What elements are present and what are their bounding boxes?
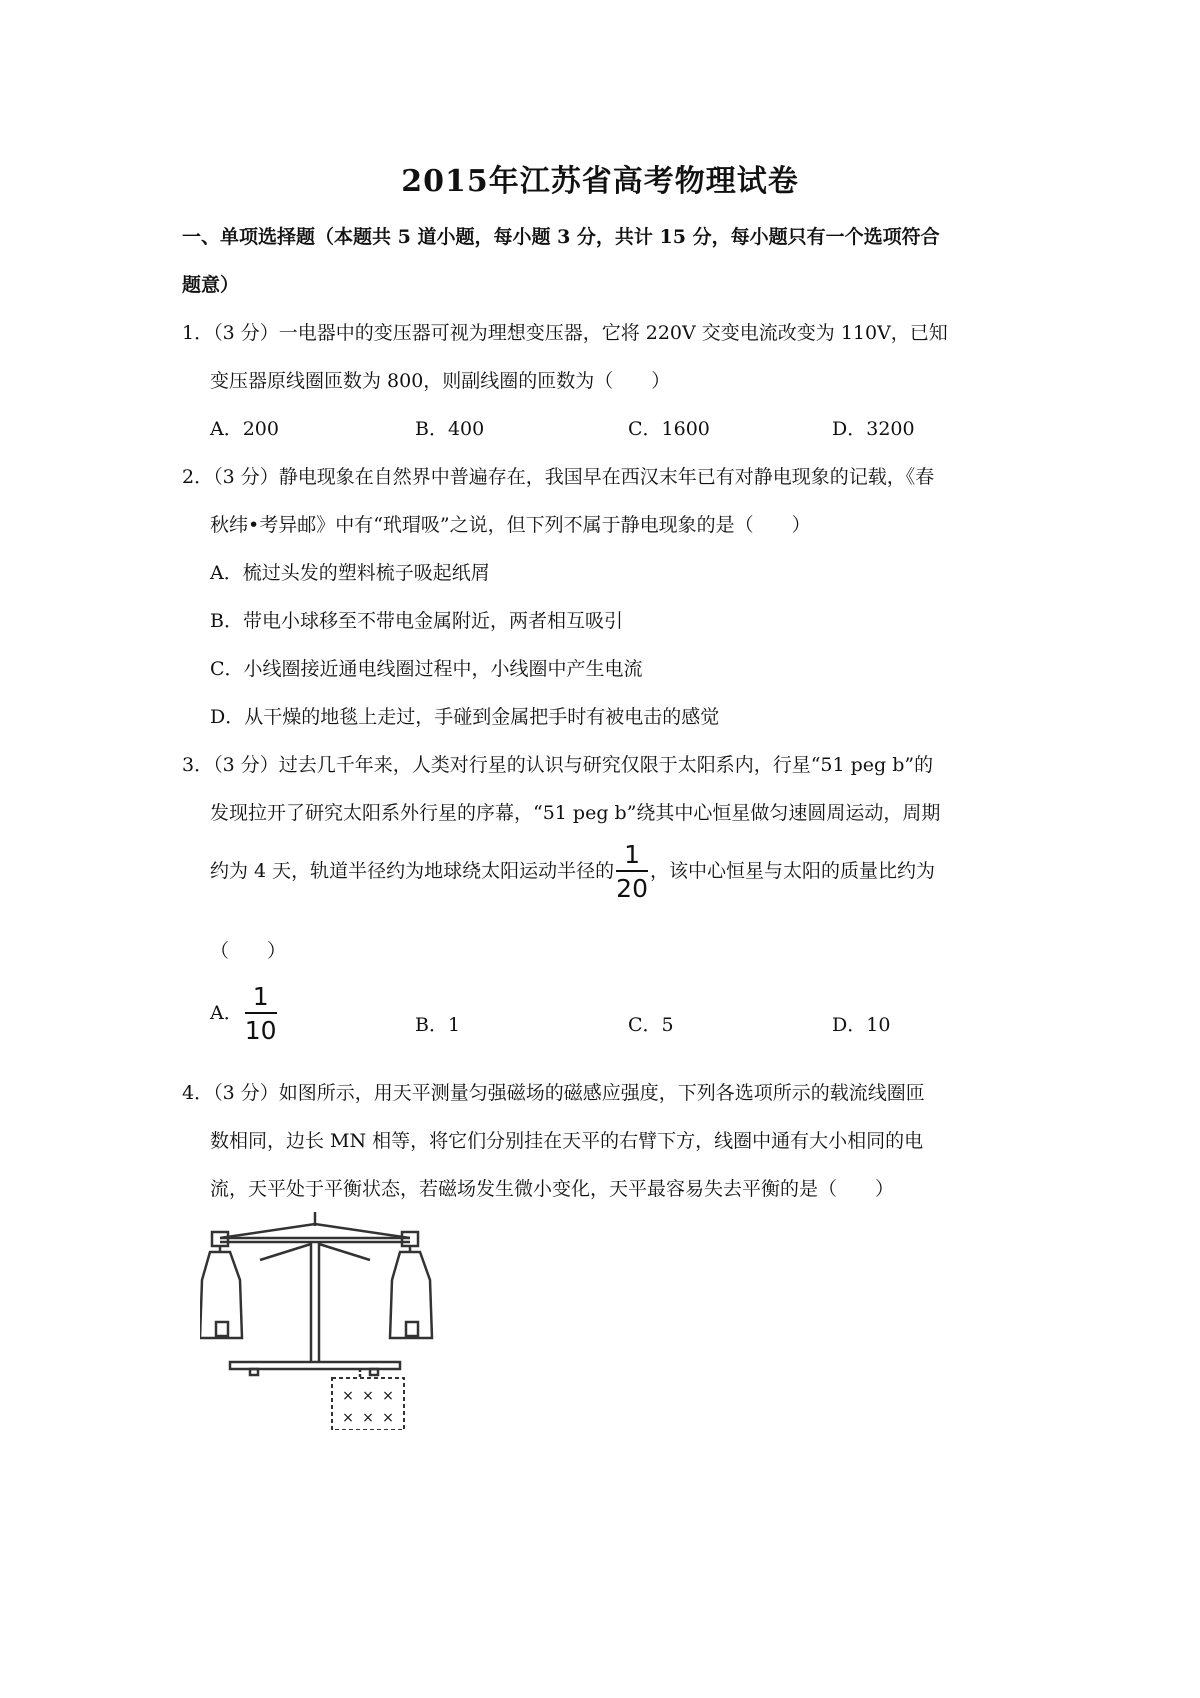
q3-line3-pre: 约为 4 天，轨道半径约为地球绕太阳运动半径的 [210, 860, 615, 882]
q2-option-c: C．小线圈接近通电线圈过程中，小线圈中产生电流 [210, 658, 643, 680]
q1-option-d: D．3200 [832, 418, 915, 440]
q4-line3: 流，天平处于平衡状态，若磁场发生微小变化，天平最容易失去平衡的是（ ） [210, 1178, 895, 1200]
fraction-one-tenth [245, 982, 277, 1046]
q1-option-b: B．400 [415, 418, 485, 440]
q3-line3 [210, 840, 935, 904]
q1-option-a: A．200 [210, 418, 279, 440]
right-pan [390, 1252, 432, 1338]
q3-option-a [210, 982, 279, 1046]
q3-option-a-label: A． [210, 1002, 243, 1024]
section-heading-line1: 一、单项选择题（本题共 5 道小题，每小题 3 分，共计 15 分，每小题只有一个选项符合 [182, 226, 940, 248]
q1-line2: 变压器原线圈匝数为 800，则副线圈的匝数为（ ） [210, 370, 671, 392]
right-weight [406, 1322, 418, 1336]
q3-line4: （ ） [210, 940, 287, 962]
field-crosses [342, 1388, 394, 1426]
q1-line1: 1．（3 分）一电器中的变压器可视为理想变压器，它将 220V 交变电流改变为 110V，已知 [182, 322, 948, 344]
balance-beam-top [220, 1224, 410, 1238]
q3-option-c: C．5 [628, 1014, 674, 1036]
fraction-denominator: 10 [245, 1012, 277, 1046]
field-cross-icon: × [362, 1388, 374, 1404]
field-cross-icon: × [342, 1410, 354, 1426]
field-cross-icon: × [382, 1388, 394, 1404]
left-weight [216, 1322, 228, 1336]
q4-line2: 数相同，边长 MN 相等，将它们分别挂在天平的右臂下方，线圈中通有大小相同的电 [210, 1130, 924, 1152]
q2-option-a: A．梳过头发的塑料梳子吸起纸屑 [210, 562, 490, 584]
q2-line1: 2．（3 分）静电现象在自然界中普遍存在，我国早在西汉末年已有对静电现象的记载，《春 [182, 466, 935, 488]
fraction-denominator: 20 [616, 870, 648, 904]
left-pan [200, 1252, 242, 1338]
fraction-one-twentieth [616, 840, 648, 904]
q2-line2: 秋纬•考异邮》中有“玳瑁吸”之说，但下列不属于静电现象的是（ ） [210, 514, 811, 536]
section-heading-line2: 题意） [182, 274, 240, 296]
q3-option-d: D．10 [832, 1014, 891, 1036]
q2-option-d: D．从干燥的地毯上走过，手碰到金属把手时有被电击的感觉 [210, 706, 720, 728]
page-title: 2015年江苏省高考物理试卷 [401, 164, 799, 199]
balance-scale-diagram [200, 1200, 450, 1430]
field-cross-icon: × [362, 1410, 374, 1426]
q3-option-b: B．1 [415, 1014, 461, 1036]
q3-line2: 发现拉开了研究太阳系外行星的序幕，“51 peg b”绕其中心恒星做匀速圆周运动，周期 [210, 802, 941, 824]
q3-line3-post: ，该中心恒星与太阳的质量比约为 [649, 860, 935, 882]
q1-option-c: C．1600 [628, 418, 710, 440]
field-cross-icon: × [382, 1410, 394, 1426]
q4-line1: 4．（3 分）如图所示，用天平测量匀强磁场的磁感应强度，下列各选项所示的载流线圈匝 [182, 1082, 925, 1104]
q3-line1: 3．（3 分）过去几千年来，人类对行星的认识与研究仅限于太阳系内，行星“51 peg b”的 [182, 754, 934, 776]
fraction-numerator: 1 [252, 982, 269, 1011]
q2-option-b: B．带电小球移至不带电金属附近，两者相互吸引 [210, 610, 623, 632]
fraction-numerator: 1 [624, 840, 641, 869]
field-cross-icon: × [342, 1388, 354, 1404]
